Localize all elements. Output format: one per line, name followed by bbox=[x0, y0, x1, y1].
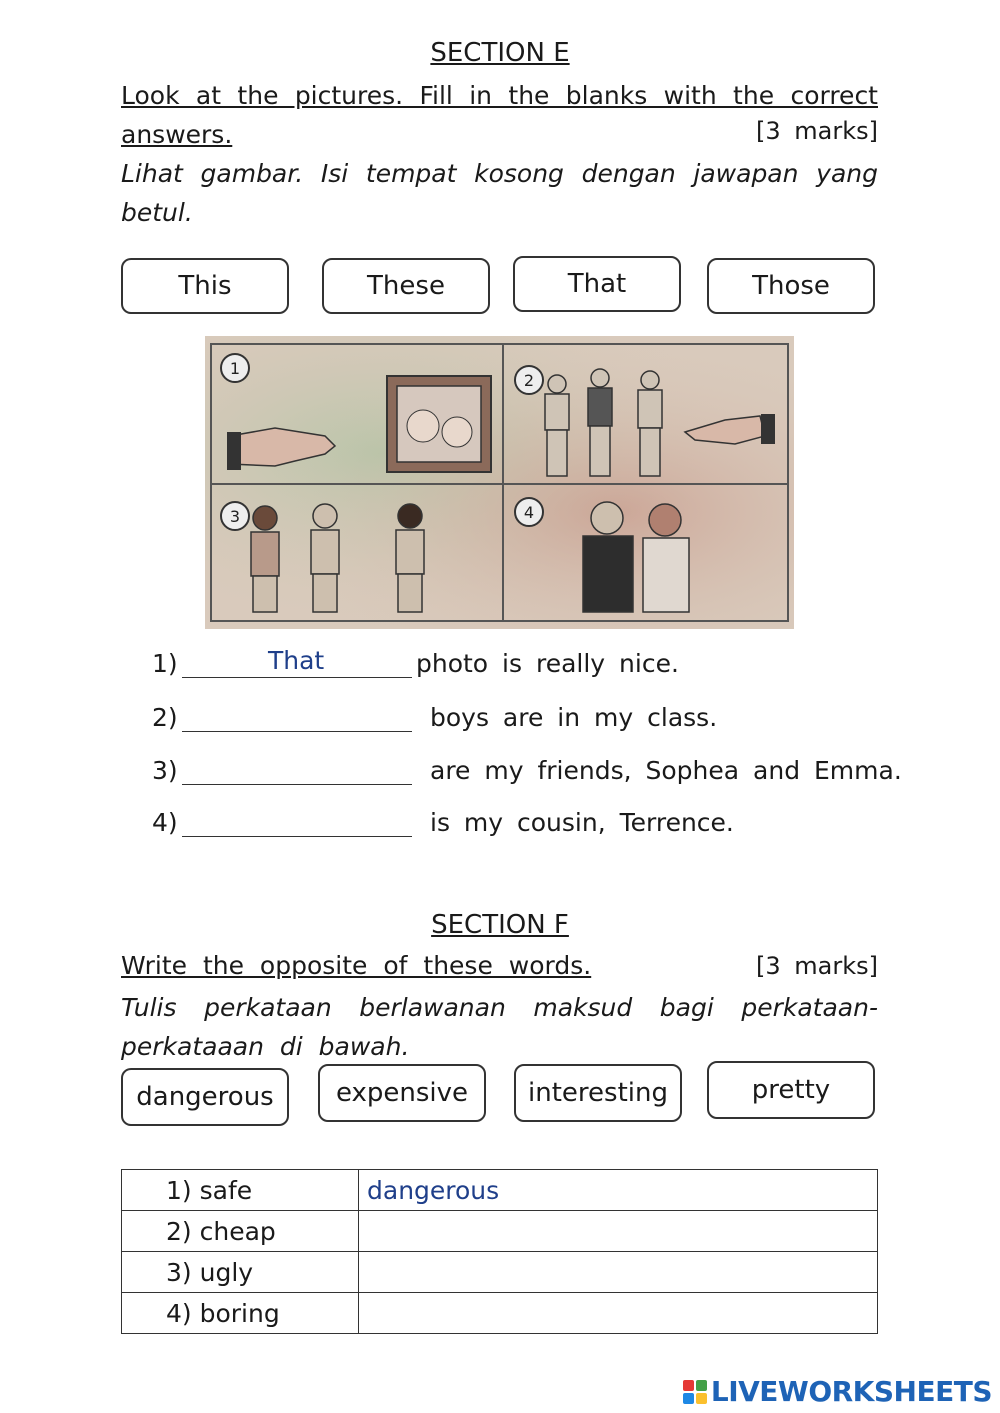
answer-text: That bbox=[268, 646, 325, 675]
word-box-dangerous: dangerous bbox=[121, 1068, 289, 1126]
question-4 bbox=[152, 803, 734, 837]
logo-mark-icon bbox=[683, 1380, 707, 1404]
word-box-this: This bbox=[121, 258, 289, 314]
question-number: 2) bbox=[152, 703, 178, 732]
question-3 bbox=[152, 751, 902, 785]
picture-number-3: 3 bbox=[229, 507, 241, 526]
table-answer-cell-4[interactable] bbox=[359, 1293, 878, 1334]
table-answer-cell-1[interactable]: dangerous bbox=[359, 1170, 878, 1211]
logo-text: LIVEWORKSHEETS bbox=[710, 1375, 992, 1408]
answer-blank-4[interactable] bbox=[182, 806, 412, 837]
opposites-table bbox=[121, 1169, 878, 1334]
table-row bbox=[122, 1252, 878, 1293]
word-box-that: That bbox=[513, 256, 681, 312]
table-word: 2) cheap bbox=[122, 1211, 359, 1252]
table-word: 1) safe bbox=[122, 1170, 359, 1211]
question-number: 3) bbox=[152, 756, 178, 785]
picture-panel bbox=[205, 336, 794, 629]
question-text: photo is really nice. bbox=[416, 649, 679, 678]
question-number: 1) bbox=[152, 649, 178, 678]
picture-number-1: 1 bbox=[229, 359, 241, 378]
question-text: are my friends, Sophea and Emma. bbox=[430, 756, 902, 785]
answer-blank-1[interactable] bbox=[182, 647, 412, 678]
section-f-title: SECTION F bbox=[431, 910, 569, 940]
table-row bbox=[122, 1211, 878, 1252]
question-text: is my cousin, Terrence. bbox=[430, 808, 734, 837]
liveworksheets-logo[interactable] bbox=[683, 1375, 992, 1408]
word-box-interesting: interesting bbox=[514, 1064, 682, 1122]
table-word: 3) ugly bbox=[122, 1252, 359, 1293]
table-answer-cell-2[interactable] bbox=[359, 1211, 878, 1252]
table-word: 4) boring bbox=[122, 1293, 359, 1334]
section-f-marks: [3 marks] bbox=[756, 952, 878, 980]
picture-number-2: 2 bbox=[523, 371, 535, 390]
section-f-instruction-ms: Tulis perkataan berlawanan maksud bagi perkataan-perkataaan di bawah. bbox=[121, 993, 878, 1061]
question-number: 4) bbox=[152, 808, 178, 837]
answer-blank-3[interactable] bbox=[182, 754, 412, 785]
table-row bbox=[122, 1293, 878, 1334]
section-f-instruction-en: Write the opposite of these words. bbox=[121, 951, 592, 980]
question-1 bbox=[152, 644, 679, 678]
word-box-expensive: expensive bbox=[318, 1064, 486, 1122]
word-box-those: Those bbox=[707, 258, 875, 314]
table-answer-cell-3[interactable] bbox=[359, 1252, 878, 1293]
section-e-instruction-ms: Lihat gambar. Isi tempat kosong dengan jawapan yang betul. bbox=[121, 159, 878, 227]
word-box-these: These bbox=[322, 258, 490, 314]
answer-blank-2[interactable] bbox=[182, 701, 412, 732]
section-e-instruction-en: Look at the pictures. Fill in the blanks with the correct answers. bbox=[121, 81, 878, 149]
section-e-marks: [3 marks] bbox=[756, 117, 878, 145]
question-text: boys are in my class. bbox=[430, 703, 718, 732]
word-box-pretty: pretty bbox=[707, 1061, 875, 1119]
table-row bbox=[122, 1170, 878, 1211]
section-e-title: SECTION E bbox=[430, 38, 570, 68]
question-2 bbox=[152, 698, 717, 732]
picture-number-4: 4 bbox=[523, 503, 535, 522]
